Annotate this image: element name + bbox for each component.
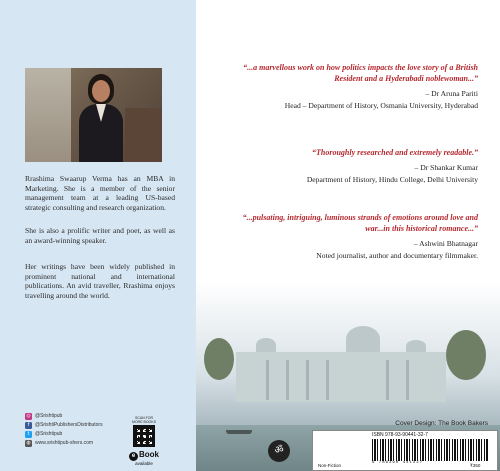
quote-author: – Ashwini Bhatnagar	[413, 239, 478, 248]
instagram-icon: ◎	[26, 412, 31, 419]
quote-role: Head – Department of History, Osmania University, Hyderabad	[284, 101, 478, 110]
globe-icon: ◍	[26, 439, 31, 446]
isbn-number: ISBN 978-93-90441-32-7	[372, 432, 428, 438]
review-quote	[218, 147, 478, 185]
twitter-icon: t	[25, 431, 32, 438]
ebook-sub-label: available	[135, 461, 153, 466]
painting-dome	[256, 338, 276, 352]
review-quote	[218, 212, 478, 261]
qr-block	[125, 416, 163, 470]
facebook-icon: f	[25, 422, 32, 429]
quote-text: “Thoroughly researched and extremely readable.”	[312, 148, 478, 157]
author-portrait	[79, 74, 123, 162]
painting-tree	[446, 330, 486, 380]
qr-label: SCAN FOR	[134, 416, 154, 420]
quote-role: Noted journalist, author and documentary filmmaker.	[316, 251, 478, 260]
barcode	[372, 439, 488, 461]
painting-dome	[406, 340, 426, 352]
author-bio-paragraph: She is also a prolific writer and poet, as well as an award-winning speaker.	[25, 226, 175, 245]
qr-label: MORE BOOKS	[132, 420, 156, 424]
ebook-badge	[129, 450, 159, 470]
author-photo	[25, 68, 162, 162]
qr-code[interactable]	[133, 425, 155, 447]
photo-window	[25, 68, 71, 162]
photo-sofa	[125, 108, 162, 162]
social-handle: @Srishtipub	[35, 413, 63, 419]
price-label: ₹350	[470, 463, 481, 468]
painting-boat	[226, 430, 252, 434]
genre-label: Non-Fiction	[318, 463, 342, 468]
social-handle: @SrishtiPublishersDistributors	[35, 422, 103, 428]
quote-author: – Dr Aruna Pariti	[425, 89, 478, 98]
website-url: www.srishtipub-shers.com	[35, 440, 94, 446]
author-bio-paragraph: Rrashima Swaarup Verma has an MBA in Marketing. She is a member of the senior management team at a leading US-based strategic consulting and research organization.	[25, 174, 175, 212]
ebook-e-icon: e	[129, 452, 138, 461]
cover-design-credit: Cover Design: The Book Bakers	[395, 420, 488, 427]
quote-author: – Dr Shankar Kumar	[414, 163, 478, 172]
barcode-digits: 9 789390 441327	[372, 461, 424, 465]
ebook-label: Book	[139, 450, 159, 459]
review-quote	[218, 62, 478, 111]
quote-text: “...a marvellous work on how politics impacts the love story of a British Resident and a Hyderabadi noblewoman...”	[243, 63, 478, 83]
painting-dome	[346, 326, 380, 352]
publisher-logo-icon: ॐ	[268, 440, 290, 462]
author-panel	[0, 0, 196, 471]
author-bio-paragraph: Her writings have been widely published in prominent national and international publications. An avid traveller, Rrashima enjoys travelling around the world.	[25, 262, 175, 300]
quote-role: Department of History, Hindu College, Delhi University	[306, 175, 478, 184]
quote-text: “...pulsating, intriguing, luminous strands of emotions around love and war...in this historical romance...”	[242, 213, 478, 233]
social-handle: @Srishtipub	[35, 431, 63, 437]
painting-tree	[204, 338, 234, 380]
reviews-panel	[196, 0, 500, 471]
